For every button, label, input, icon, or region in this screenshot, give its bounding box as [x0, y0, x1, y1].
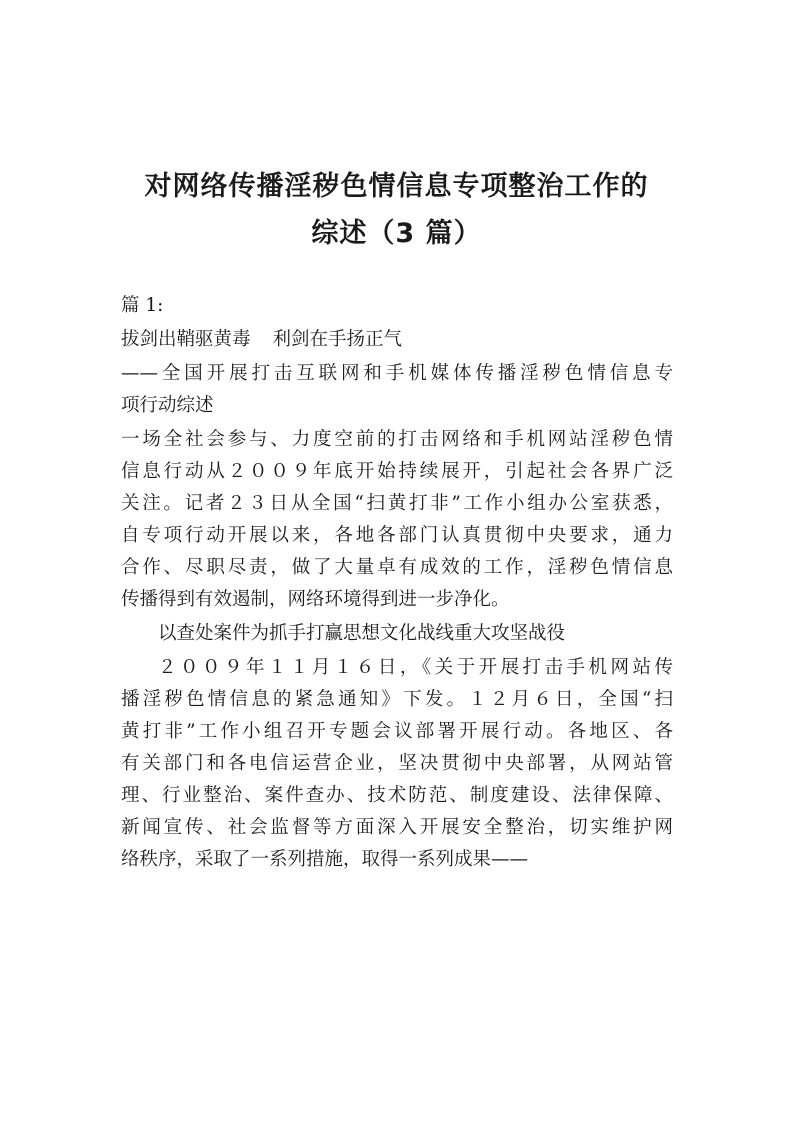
paragraph-1-line: 关注。记者２３日从全国“扫黄打非”工作小组办公室获悉，	[121, 493, 673, 514]
paragraph-2-line: 络秩序，采取了一系列措施，取得一系列成果——	[121, 849, 529, 870]
paragraph-1-line: 传播得到有效遏制，网络环境得到进一步净化。	[121, 589, 510, 610]
paragraph-1-line: 一场全社会参与、力度空前的打击网络和手机网站淫秽色情	[121, 429, 673, 450]
paragraph-2-line: 理、行业整治、案件查办、技术防范、制度建设、法律保障、	[121, 785, 673, 806]
section-label: 篇 1:	[121, 295, 164, 316]
headline	[121, 324, 673, 356]
paragraph-2-line: ２００９年１１月１６日，《关于开展打击手机网站传	[158, 657, 673, 678]
subtitle-line-2: 项行动综述	[121, 395, 214, 416]
section-heading: 以查处案件为抓手打赢思想文化战线重大攻坚战役	[158, 623, 566, 644]
document-title-line-1: 对网络传播淫秽色情信息专项整治工作的	[144, 171, 649, 202]
paragraph-1-line: 信息行动从２００９年底开始持续展开，引起社会各界广泛	[121, 461, 673, 482]
paragraph-2-line: 播淫秽色情信息的紧急通知》下发。１２月６日，全国“扫	[121, 689, 673, 710]
document-title-line-2: 综述（3 篇）	[311, 218, 482, 249]
paragraph-2-line: 新闻宣传、社会监督等方面深入开展安全整治，切实维护网	[121, 817, 673, 838]
headline-part-2: 利剑在手扬正气	[272, 329, 403, 350]
paragraph-1-line: 合作、尽职尽责，做了大量卓有成效的工作，淫秽色情信息	[121, 557, 673, 578]
paragraph-2-line: 黄打非”工作小组召开专题会议部署开展行动。各地区、各	[121, 721, 673, 742]
headline-part-1: 拔剑出鞘驱黄毒	[121, 329, 251, 350]
subtitle-line-1: ——全国开展打击互联网和手机媒体传播淫秽色情信息专	[121, 363, 673, 384]
document-body	[121, 290, 673, 876]
paragraph-1-line: 自专项行动开展以来，各地各部门认真贯彻中央要求，通力	[121, 525, 673, 546]
paragraph-2-line: 有关部门和各电信运营企业，坚决贯彻中央部署，从网站管	[121, 753, 673, 774]
